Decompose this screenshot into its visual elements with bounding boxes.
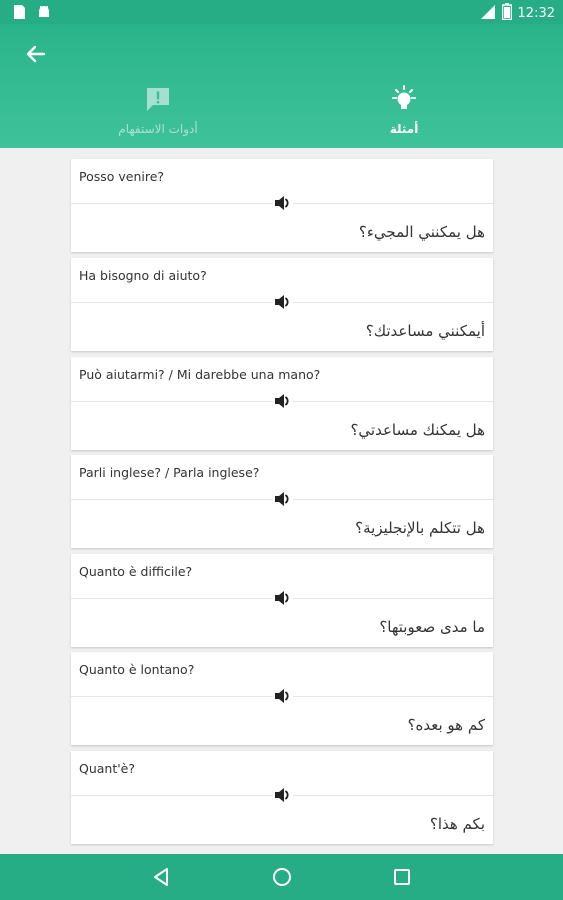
phrase-translation: كم هو بعده؟ xyxy=(407,716,485,734)
speaker-icon[interactable] xyxy=(273,292,293,312)
speaker-icon[interactable] xyxy=(273,391,293,411)
status-bar xyxy=(0,0,563,24)
phrase-translation: هل تتكلم بالإنجليزية؟ xyxy=(355,519,485,537)
phrase-card[interactable] xyxy=(71,652,493,745)
phrase-translation: هل يمكنك مساعدتي؟ xyxy=(350,421,485,439)
speaker-icon[interactable] xyxy=(273,489,293,509)
phrase-card[interactable] xyxy=(71,357,493,450)
phrase-source: Quanto è difficile? xyxy=(79,564,193,579)
phrase-translation: بكم هذا؟ xyxy=(429,815,485,833)
phrase-source: Può aiutarmi? / Mi darebbe una mano? xyxy=(79,367,321,382)
phrase-source: Parli inglese? / Parla inglese? xyxy=(79,465,260,480)
signal-icon xyxy=(480,4,496,24)
phrase-list xyxy=(0,148,563,854)
tab-question-tools-label: أدوات الاستفهام xyxy=(118,122,198,136)
nav-home-icon[interactable] xyxy=(270,865,294,889)
battery-icon xyxy=(502,3,512,24)
speaker-icon[interactable] xyxy=(273,686,293,706)
speaker-icon[interactable] xyxy=(273,785,293,805)
phrase-card[interactable] xyxy=(71,455,493,548)
tab-question-tools[interactable] xyxy=(98,84,218,140)
speaker-icon[interactable] xyxy=(273,588,293,608)
phrase-card[interactable] xyxy=(71,751,493,844)
system-nav-bar xyxy=(0,854,563,900)
storage-notification-icon xyxy=(12,4,26,24)
tab-examples[interactable] xyxy=(364,84,444,140)
phrase-source: Quant'è? xyxy=(79,761,136,776)
phrase-source: Posso venire? xyxy=(79,169,165,184)
nav-recents-icon[interactable] xyxy=(390,865,414,889)
speaker-icon[interactable] xyxy=(273,193,293,213)
app-bar xyxy=(0,24,563,148)
phrase-card[interactable] xyxy=(71,554,493,647)
back-arrow-icon[interactable] xyxy=(22,40,50,68)
phrase-translation: ما مدى صعوبتها؟ xyxy=(379,618,485,636)
phrase-source: Ha bisogno di aiuto? xyxy=(79,268,207,283)
status-time: 12:32 xyxy=(517,6,555,21)
tab-examples-label: أمثلة xyxy=(389,122,419,136)
phrase-card[interactable] xyxy=(71,258,493,351)
nav-back-icon[interactable] xyxy=(150,865,174,889)
android-notification-icon xyxy=(36,4,52,24)
phrase-card[interactable] xyxy=(71,159,493,252)
phrase-source: Quanto è lontano? xyxy=(79,662,195,677)
phrase-translation: أيمكنني مساعدتك؟ xyxy=(365,322,485,340)
phrase-translation: هل يمكنني المجيء؟ xyxy=(358,223,485,241)
lightbulb-icon xyxy=(364,84,444,118)
alert-message-icon xyxy=(98,84,218,118)
